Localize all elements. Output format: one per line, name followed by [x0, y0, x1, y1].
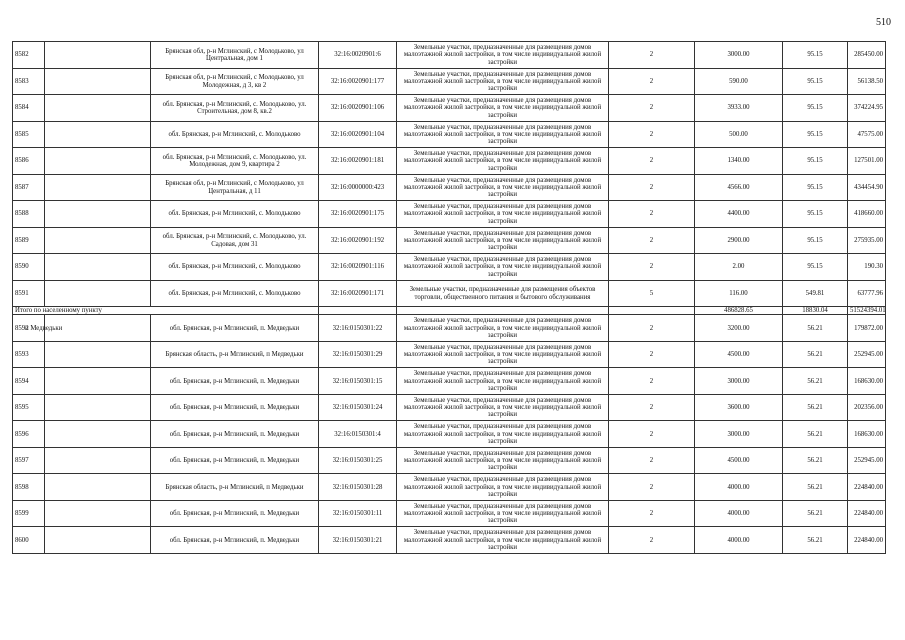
cadastral-number-cell: 32:16:0020901:192 [319, 228, 397, 254]
table-row [13, 95, 886, 122]
group-code-cell: 2 [609, 342, 695, 368]
area-cell: 3000.00 [695, 421, 783, 448]
address-cell: обл. Брянская, р-н Мглинский, п. Медведьки [151, 421, 319, 448]
record-number: 8593 [13, 342, 45, 368]
table-row [13, 368, 886, 395]
table-row [13, 201, 886, 228]
land-use-cell: Земельные участки, предназначенные для размещения домов малоэтажной жилой застройки, в том числе индивидуальной жилой застройки [397, 368, 609, 395]
area-cell: 590.00 [695, 69, 783, 95]
group-code-cell: 2 [609, 69, 695, 95]
area-cell: 4000.00 [695, 501, 783, 527]
cadastral-number-cell: 32:16:0020901:104 [319, 122, 397, 148]
empty-cell [45, 527, 151, 554]
rate-cell: 95.15 [783, 254, 848, 281]
empty-cell [45, 42, 151, 69]
table-row [13, 527, 886, 554]
empty-cell [45, 474, 151, 501]
group-code-cell: 2 [609, 175, 695, 201]
cadastral-number-cell: 32:16:0020901:6 [319, 42, 397, 69]
empty-cell [45, 95, 151, 122]
land-use-cell: Земельные участки, предназначенные для размещения домов малоэтажной жилой застройки, в том числе индивидуальной жилой застройки [397, 474, 609, 501]
land-use-cell: Земельные участки, предназначенные для размещения домов малоэтажной жилой застройки, в том числе индивидуальной жилой застройки [397, 175, 609, 201]
group-code-cell: 2 [609, 368, 695, 395]
table-row [13, 395, 886, 421]
table-row [13, 315, 886, 342]
group-code-cell: 2 [609, 228, 695, 254]
cadastral-number-cell: 32:16:0020901:177 [319, 69, 397, 95]
cadastral-number-cell: 32:16:0150301:28 [319, 474, 397, 501]
land-use-cell: Земельные участки, предназначенные для размещения домов малоэтажной жилой застройки, в том числе индивидуальной жилой застройки [397, 122, 609, 148]
land-use-cell: Земельные участки, предназначенные для размещения домов малоэтажной жилой застройки, в том числе индивидуальной жилой застройки [397, 69, 609, 95]
cadastral-number-cell: 32:16:0150301:15 [319, 368, 397, 395]
land-use-cell: Земельные участки, предназначенные для размещения домов малоэтажной жилой застройки, в том числе индивидуальной жилой застройки [397, 201, 609, 228]
address-cell: Брянская область, р-н Мглинский, п Медведьки [151, 342, 319, 368]
land-use-cell: Земельные участки, предназначенные для размещения домов малоэтажной жилой застройки, в том числе индивидуальной жилой застройки [397, 342, 609, 368]
address-cell: обл. Брянская, р-н Мглинский, с. Молодьково, ул. Садовая, дом 31 [151, 228, 319, 254]
area-cell: 2.00 [695, 254, 783, 281]
record-number: 8598 [13, 474, 45, 501]
group-code-cell: 2 [609, 95, 695, 122]
empty-cell [25, 315, 151, 342]
land-use-cell: Земельные участки, предназначенные для размещения домов малоэтажной жилой застройки, в том числе индивидуальной жилой застройки [397, 501, 609, 527]
address-cell: Брянская обл, р-н Мглинский, с Молодьково, ул Молодежная, д 3, кв 2 [151, 69, 319, 95]
record-number: 8591 [13, 281, 45, 307]
record-number: 8584 [13, 95, 45, 122]
group-code-cell: 2 [609, 122, 695, 148]
record-number: 8599 [13, 501, 45, 527]
table-row [13, 421, 886, 448]
record-number: 8590 [13, 254, 45, 281]
empty-cell [45, 69, 151, 95]
rate-cell: 95.15 [783, 122, 848, 148]
total-rate: 18830.04 [783, 307, 848, 315]
record-number: 8582 [13, 42, 45, 69]
empty-cell [45, 228, 151, 254]
land-use-cell: Земельные участки, предназначенные для размещения объектов торговли, общественного питания и бытового обслуживания [397, 281, 609, 307]
table-row [13, 69, 886, 95]
cadastral-value-cell: 252945.00 [848, 342, 886, 368]
rate-cell: 56.21 [783, 448, 848, 474]
address-cell: обл. Брянская, р-н Мглинский, п. Медведьки [151, 395, 319, 421]
empty-cell [45, 281, 151, 307]
rate-cell: 56.21 [783, 421, 848, 448]
group-code-cell: 2 [609, 501, 695, 527]
record-number: 8586 [13, 148, 45, 175]
land-plot-registry-table [12, 41, 886, 554]
settlement-total-block [13, 307, 886, 315]
rate-cell: 56.21 [783, 501, 848, 527]
address-cell: обл. Брянская, р-н Мглинский, п. Медведьки [151, 368, 319, 395]
rate-cell: 56.21 [783, 342, 848, 368]
cadastral-value-cell: 190.30 [848, 254, 886, 281]
table-row [13, 122, 886, 148]
address-cell: обл. Брянская, р-н Мглинский, п. Медведьки [151, 527, 319, 554]
record-number: 8595 [13, 395, 45, 421]
rate-cell: 95.15 [783, 148, 848, 175]
rate-cell: 95.15 [783, 201, 848, 228]
cadastral-number-cell: 32:16:0020901:171 [319, 281, 397, 307]
table-row [13, 42, 886, 69]
group-code-cell: 2 [609, 395, 695, 421]
area-cell: 4000.00 [695, 527, 783, 554]
empty-cell [45, 254, 151, 281]
cadastral-value-cell: 434454.90 [848, 175, 886, 201]
area-cell: 4500.00 [695, 448, 783, 474]
rate-cell: 56.21 [783, 368, 848, 395]
cadastral-value-cell: 127501.00 [848, 148, 886, 175]
land-use-cell: Земельные участки, предназначенные для размещения домов малоэтажной жилой застройки, в том числе индивидуальной жилой застройки [397, 527, 609, 554]
cadastral-value-cell: 224840.00 [848, 527, 886, 554]
rate-cell: 56.21 [783, 315, 848, 342]
empty-cell [45, 501, 151, 527]
record-number: 8600 [13, 527, 45, 554]
address-cell: обл. Брянская, р-н Мглинский, с. Молодьково, ул. Строительная, дом 8, кв.2 [151, 95, 319, 122]
land-use-cell: Земельные участки, предназначенные для размещения домов малоэтажной жилой застройки, в том числе индивидуальной жилой застройки [397, 254, 609, 281]
address-cell: обл. Брянская, р-н Мглинский, с. Молодьково [151, 254, 319, 281]
area-cell: 3600.00 [695, 395, 783, 421]
group-code-cell: 2 [609, 448, 695, 474]
empty-cell [45, 175, 151, 201]
group-code-cell: 2 [609, 254, 695, 281]
registry-rows-settlement-medvedki [13, 315, 886, 554]
address-cell: Брянская обл, р-н Мглинский, с Молодьково, ул Центральная, дом 1 [151, 42, 319, 69]
cadastral-value-cell: 56138.50 [848, 69, 886, 95]
area-cell: 4566.00 [695, 175, 783, 201]
record-number: 8596 [13, 421, 45, 448]
cadastral-number-cell: 32:16:0150301:29 [319, 342, 397, 368]
cadastral-number-cell: 32:16:0150301:24 [319, 395, 397, 421]
empty-cell [45, 368, 151, 395]
cadastral-number-cell: 32:16:0150301:22 [319, 315, 397, 342]
registry-rows-settlement-molodkovo [13, 42, 886, 307]
empty-cell [45, 421, 151, 448]
empty-cell [45, 201, 151, 228]
total-area: 486828.65 [695, 307, 783, 315]
rate-cell: 95.15 [783, 42, 848, 69]
cadastral-number-cell: 32:16:0020901:116 [319, 254, 397, 281]
area-cell: 3933.00 [695, 95, 783, 122]
area-cell: 3000.00 [695, 42, 783, 69]
cadastral-number-cell: 32:16:0000000:423 [319, 175, 397, 201]
record-number: 8592 [13, 315, 45, 342]
cadastral-number-cell: 32:16:0150301:4 [319, 421, 397, 448]
table-row [13, 474, 886, 501]
record-number: 8585 [13, 122, 45, 148]
cadastral-value-cell: 418660.00 [848, 201, 886, 228]
cadastral-number-cell: 32:16:0150301:11 [319, 501, 397, 527]
address-cell: Брянская область, р-н Мглинский, п Медведьки [151, 474, 319, 501]
record-number: 8588 [13, 201, 45, 228]
group-code-cell: 2 [609, 42, 695, 69]
table-row [13, 254, 886, 281]
cadastral-value-cell: 252945.00 [848, 448, 886, 474]
area-cell: 1340.00 [695, 148, 783, 175]
empty-cell [45, 122, 151, 148]
address-cell: обл. Брянская, р-н Мглинский, с. Молодьково [151, 122, 319, 148]
table-row [13, 342, 886, 368]
land-use-cell: Земельные участки, предназначенные для размещения домов малоэтажной жилой застройки, в том числе индивидуальной жилой застройки [397, 448, 609, 474]
total-value: 51524394.01 [848, 307, 886, 315]
cadastral-value-cell: 168630.00 [848, 421, 886, 448]
rate-cell: 56.21 [783, 527, 848, 554]
table-row [13, 175, 886, 201]
record-number: 8597 [13, 448, 45, 474]
land-use-cell: Земельные участки, предназначенные для размещения домов малоэтажной жилой застройки, в том числе индивидуальной жилой застройки [397, 148, 609, 175]
group-code-cell: 2 [609, 201, 695, 228]
address-cell: обл. Брянская, р-н Мглинский, с. Молодьково [151, 201, 319, 228]
empty-cell [45, 342, 151, 368]
record-number: 8583 [13, 69, 45, 95]
land-use-cell: Земельные участки, предназначенные для размещения домов малоэтажной жилой застройки, в том числе индивидуальной жилой застройки [397, 228, 609, 254]
address-cell: обл. Брянская, р-н Мглинский, п. Медведьки [151, 501, 319, 527]
rate-cell: 95.15 [783, 95, 848, 122]
cadastral-value-cell: 224840.00 [848, 501, 886, 527]
rate-cell: 95.15 [783, 69, 848, 95]
land-use-cell: Земельные участки, предназначенные для размещения домов малоэтажной жилой застройки, в том числе индивидуальной жилой застройки [397, 395, 609, 421]
area-cell: 4400.00 [695, 201, 783, 228]
cadastral-value-cell: 168630.00 [848, 368, 886, 395]
area-cell: 4500.00 [695, 342, 783, 368]
settlement-total-row [13, 307, 886, 315]
cadastral-value-cell: 224840.00 [848, 474, 886, 501]
land-use-cell: Земельные участки, предназначенные для размещения домов малоэтажной жилой застройки, в том числе индивидуальной жилой застройки [397, 315, 609, 342]
group-code-cell: 2 [609, 421, 695, 448]
rate-cell: 95.15 [783, 228, 848, 254]
table-row [13, 281, 886, 307]
table-row [13, 501, 886, 527]
rate-cell: 95.15 [783, 175, 848, 201]
record-number: 8589 [13, 228, 45, 254]
cadastral-number-cell: 32:16:0020901:175 [319, 201, 397, 228]
land-use-cell: Земельные участки, предназначенные для размещения домов малоэтажной жилой застройки, в том числе индивидуальной жилой застройки [397, 42, 609, 69]
page-number: 510 [876, 17, 891, 28]
cadastral-value-cell: 275935.00 [848, 228, 886, 254]
cadastral-value-cell: 47575.00 [848, 122, 886, 148]
address-cell: обл. Брянская, р-н Мглинский, п. Медведьки [151, 448, 319, 474]
land-use-cell: Земельные участки, предназначенные для размещения домов малоэтажной жилой застройки, в том числе индивидуальной жилой застройки [397, 421, 609, 448]
empty-cell [45, 395, 151, 421]
cadastral-number-cell: 32:16:0020901:106 [319, 95, 397, 122]
rate-cell: 56.21 [783, 474, 848, 501]
area-cell: 116.00 [695, 281, 783, 307]
table-row [13, 228, 886, 254]
address-cell: обл. Брянская, р-н Мглинский, с. Молодьково, ул. Молодежная, дом 9, квартира 2 [151, 148, 319, 175]
record-number: 8594 [13, 368, 45, 395]
cadastral-number-cell: 32:16:0150301:21 [319, 527, 397, 554]
group-code-cell: 2 [609, 527, 695, 554]
cadastral-value-cell: 285450.00 [848, 42, 886, 69]
cadastral-number-cell: 32:16:0020901:181 [319, 148, 397, 175]
group-code-cell: 2 [609, 315, 695, 342]
area-cell: 2900.00 [695, 228, 783, 254]
group-code-cell: 2 [609, 474, 695, 501]
cadastral-value-cell: 202356.00 [848, 395, 886, 421]
area-cell: 3200.00 [695, 315, 783, 342]
address-cell: Брянская обл, р-н Мглинский, с Молодьково, ул Центральная, д 11 [151, 175, 319, 201]
cadastral-value-cell: 63777.96 [848, 281, 886, 307]
area-cell: 500.00 [695, 122, 783, 148]
group-code-cell: 5 [609, 281, 695, 307]
area-cell: 3000.00 [695, 368, 783, 395]
settlement-total-label: Итого по населенному пункту [13, 307, 319, 315]
cadastral-number-cell: 32:16:0150301:25 [319, 448, 397, 474]
cadastral-value-cell: 179872.00 [848, 315, 886, 342]
table-row [13, 448, 886, 474]
record-number: 8587 [13, 175, 45, 201]
area-cell: 4000.00 [695, 474, 783, 501]
settlement-name-label: п Медведьки [25, 324, 63, 332]
cadastral-value-cell: 374224.95 [848, 95, 886, 122]
empty-cell [45, 148, 151, 175]
land-use-cell: Земельные участки, предназначенные для размещения домов малоэтажной жилой застройки, в том числе индивидуальной жилой застройки [397, 95, 609, 122]
table-row [13, 148, 886, 175]
rate-cell: 56.21 [783, 395, 848, 421]
address-cell: обл. Брянская, р-н Мглинский, с. Молодьково [151, 281, 319, 307]
empty-cell [45, 448, 151, 474]
rate-cell: 549.81 [783, 281, 848, 307]
group-code-cell: 2 [609, 148, 695, 175]
address-cell: обл. Брянская, р-н Мглинский, п. Медведьки [151, 315, 319, 342]
